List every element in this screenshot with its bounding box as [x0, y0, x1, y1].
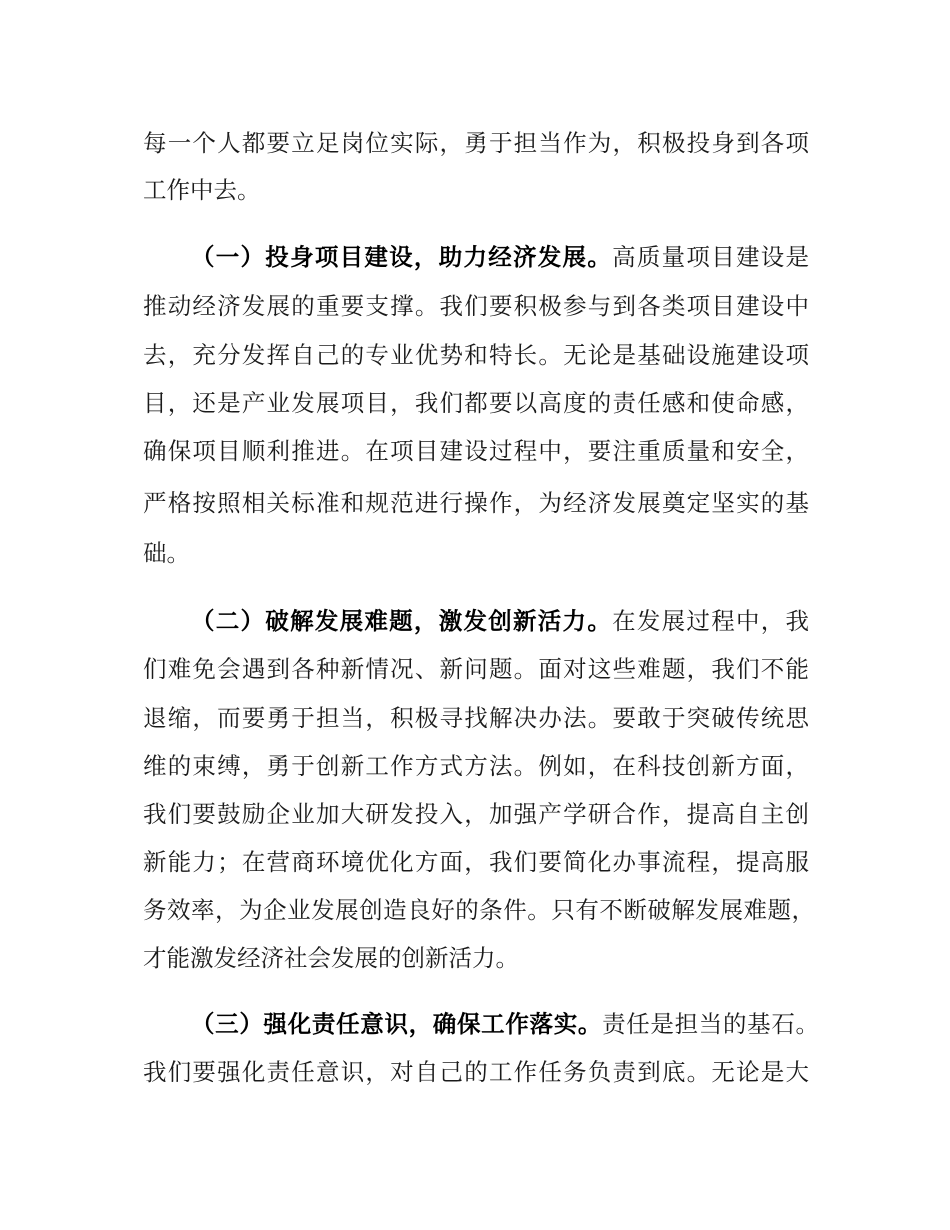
section-heading-line [191, 233, 809, 281]
text-line: 才能激发经济社会发展的创新活力。 [143, 944, 519, 972]
section-heading: （三）强化责任意识，确保工作落实。 [191, 1010, 603, 1038]
text-line: 退缩，而要勇于担当，积极寻找解决办法。要敢于突破传统思 [143, 704, 809, 732]
text-span: 责任是担当的基石。 [602, 1010, 820, 1038]
text-line: 去，充分发挥自己的专业优势和特长。无论是基础设施建设项 [143, 341, 809, 369]
text-line: 确保项目顺利推进。在项目建设过程中，要注重质量和安全， [143, 437, 809, 465]
text-line: 每一个人都要立足岗位实际，勇于担当作为，积极投身到各项 [143, 129, 809, 157]
text-line: 维的束缚，勇于创新工作方式方法。例如，在科技创新方面， [143, 752, 809, 780]
section-heading: （一）投身项目建设，助力经济发展。 [191, 243, 613, 271]
text-line: 新能力；在营商环境优化方面，我们要简化办事流程，提高服 [143, 848, 809, 876]
text-line: 工作中去。 [143, 176, 261, 204]
section-heading-line [191, 1000, 819, 1048]
text-line: 严格按照相关标准和规范进行操作，为经济发展奠定坚实的基 [143, 489, 809, 517]
text-span: 高质量项目建设是 [612, 243, 810, 271]
text-line: 务效率，为企业发展创造良好的条件。只有不断破解发展难题， [143, 896, 815, 924]
text-line: 我们要鼓励企业加大研发投入，加强产学研合作，提高自主创 [143, 800, 809, 828]
text-line: 我们要强化责任意识，对自己的工作任务负责到底。无论是大 [143, 1058, 809, 1086]
text-line: 础。 [143, 539, 190, 567]
text-span: 在发展过程中，我 [612, 607, 810, 635]
text-line: 们难免会遇到各种新情况、新问题。面对这些难题，我们不能 [143, 655, 809, 683]
section-heading: （二）破解发展难题，激发创新活力。 [191, 607, 613, 635]
text-line: 目，还是产业发展项目，我们都要以高度的责任感和使命感， [143, 389, 809, 417]
section-heading-line [191, 597, 809, 645]
text-line: 推动经济发展的重要支撑。我们要积极参与到各类项目建设中 [143, 292, 809, 320]
